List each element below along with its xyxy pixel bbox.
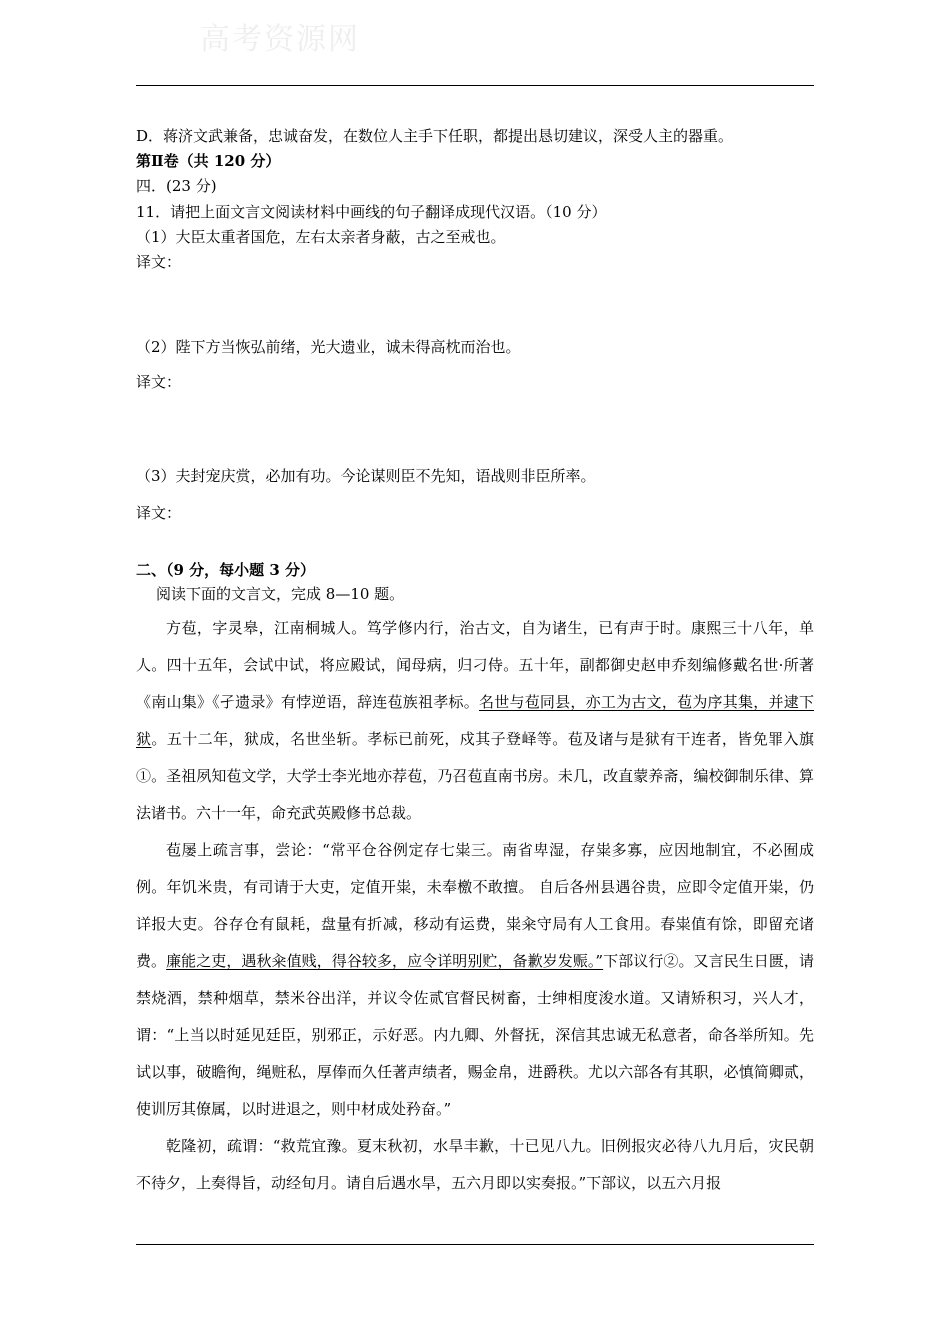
passage-text: 苞屡上疏言事，尝论：“常平仓谷例定存七粜三。南省卑湿，存粜多寡，应因地制宜，不必囿成例。年饥米贵，有司请于大吏，定值开粜，未奉檄不敢擅。 自后各州县遇谷贵，应即令定值开粜，仍详报大吏。谷存仓有鼠耗，盘量有折减，移动有运费，粜籴守局有人工食用。春粜值有馀，即留充诸费。	[136, 841, 814, 970]
header-rule	[136, 85, 814, 86]
underlined-sentence-2: 廉能之吏，遇秋籴值贱，得谷较多，应令详明别贮，备歉岁发赈。”	[166, 952, 604, 970]
passage-text: 乾隆初，疏谓：“救荒宜豫。夏末秋初，水旱丰歉，十已见八九。旧例报灾必待八九月后，灾民朝不待夕，上奏得旨，动经旬月。请自后遇水旱，五六月即以实奏报。”下部议，以五六月报	[136, 1137, 814, 1192]
translation-label-2: 译文：	[136, 373, 182, 391]
passage-text: 方苞，字灵皋，江南桐城人。笃学修内行，治古文，自为诸生，已有声于时。康熙三十八年，单人。四十五年，会试中试，将应殿试，闻母病，归刁侍。五十年，副都御史赵申乔刻编修戴名世·所著《南山集》《孑遗录》有悖逆语，辞连苞族祖孝标。	[136, 619, 814, 711]
section2-instruction: 阅读下面的文言文，完成 8—10 题。	[156, 585, 405, 603]
underlined-sentence-1: 名世与苞同县，亦工为古文，苞为序其集，并逮下狱	[136, 693, 814, 748]
option-d: D．蒋济文武兼备，忠诚奋发，在数位人主手下任职，都提出恳切建议，深受人主的器重。	[136, 127, 734, 145]
footer-rule	[136, 1244, 814, 1245]
passage-paragraph-1	[136, 610, 814, 832]
passage-text: 下部议行②。又言民生日匮，请禁烧酒，禁种烟草，禁米谷出洋，并议令佐贰官督民树畜，士绅相度浚水道。又请矫积习，兴人才，谓：“上当以时延见廷臣，别邪正，示好恶。内九卿、外督抚，深信其忠诚无私意者，命各举所知。先试以事，破瞻徇，绳赃私，厚俸而久任著声绩者，赐金帛，进爵秩。尤以六部各有其职，必慎简卿贰，使训厉其僚属，以时进退之，则中材成处矜奋。”	[136, 952, 814, 1118]
passage-paragraph-3	[136, 1128, 814, 1202]
passage-text: 。五十二年，狱成，名世坐斩。孝标已前死，戍其子登峄等。苞及诸与是狱有干连者，皆免罪入旗①。圣祖夙知苞文学，大学士李光地亦荐苞，乃召苞直南书房。未几，改直蒙养斋，编校御制乐律、算法诸书。六十一年，命充武英殿修书总裁。	[136, 730, 814, 822]
q11-item-3: （3）夫封宠庆赏，必加有功。今论谋则臣不先知，语战则非臣所率。	[136, 467, 596, 485]
translation-label-1: 译文：	[136, 253, 182, 271]
q11-item-2: （2）陛下方当恢弘前绪，光大遗业，诚未得高枕而治也。	[136, 338, 521, 356]
passage-paragraph-2	[136, 832, 814, 1128]
part2-heading: 第Ⅱ卷（共 120 分）	[136, 152, 281, 170]
translation-label-3: 译文：	[136, 504, 182, 522]
q11-prompt: 11．请把上面文言文阅读材料中画线的句子翻译成现代汉语。（10 分）	[136, 203, 607, 221]
q11-item-1: （1）大臣太重者国危，左右太亲者身蔽，古之至戒也。	[136, 228, 506, 246]
section4-heading: 四．(23 分)	[136, 177, 217, 195]
watermark-logo: 高考资源网	[200, 22, 360, 57]
classical-passage	[136, 610, 814, 1202]
section2-heading: 二、（9 分，每小题 3 分）	[136, 561, 316, 579]
